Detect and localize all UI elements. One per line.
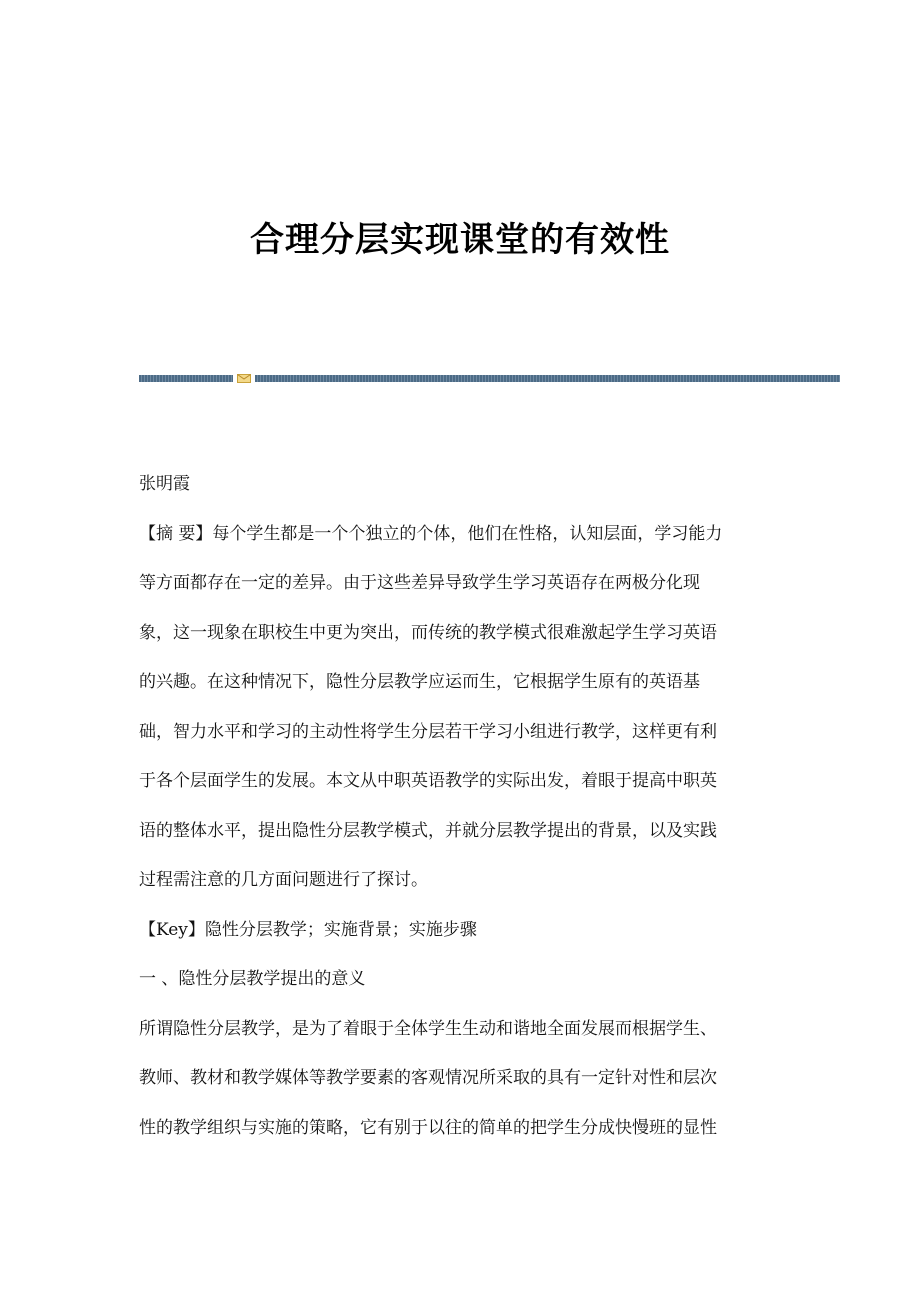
abstract-line: 等方面都存在一定的差异。由于这些差异导致学生学习英语存在两极分化现 (139, 573, 700, 593)
divider-bar-right (255, 375, 840, 382)
abstract-line: 语的整体水平，提出隐性分层教学模式，并就分层教学提出的背景，以及实践 (139, 820, 717, 841)
keywords: 【Key】隐性分层教学；实施背景；实施步骤 (139, 919, 477, 940)
abstract-line: 的兴趣。在这种情况下，隐性分层教学应运而生，它根据学生原有的英语基 (139, 672, 700, 692)
document-title: 合理分层实现课堂的有效性 (250, 220, 670, 260)
author-name: 张明霞 (139, 474, 190, 494)
body-paragraph (139, 1015, 784, 1164)
abstract-line: 础，智力水平和学习的主动性将学生分层若干学习小组进行教学，这样更有利 (139, 721, 717, 742)
title-divider (139, 374, 840, 383)
abstract-line: 象，这一现象在职校生中更为突出，而传统的教学模式很难激起学生学习英语 (139, 622, 717, 643)
body-line: 所谓隐性分层教学，是为了着眼于全体学生生动和谐地全面发展而根据学生、 (139, 1018, 717, 1039)
abstract-line: 于各个层面学生的发展。本文从中职英语教学的实际出发，着眼于提高中职英 (139, 771, 717, 791)
abstract (139, 520, 784, 916)
body-line: 性的教学组织与实施的策略，它有别于以往的简单的把学生分成快慢班的显性 (139, 1117, 717, 1138)
section-heading: 一 、隐性分层教学提出的意义 (139, 969, 366, 989)
envelope-icon (237, 374, 251, 383)
document-body (139, 470, 784, 1163)
divider-bar-left (139, 375, 233, 382)
abstract-line: 过程需注意的几方面问题进行了探讨。 (139, 870, 428, 890)
body-line: 教师、教材和教学媒体等教学要素的客观情况所采取的具有一定针对性和层次 (139, 1068, 717, 1088)
abstract-line: 【摘 要】每个学生都是一个个独立的个体，他们在性格，认知层面，学习能力 (139, 523, 723, 544)
